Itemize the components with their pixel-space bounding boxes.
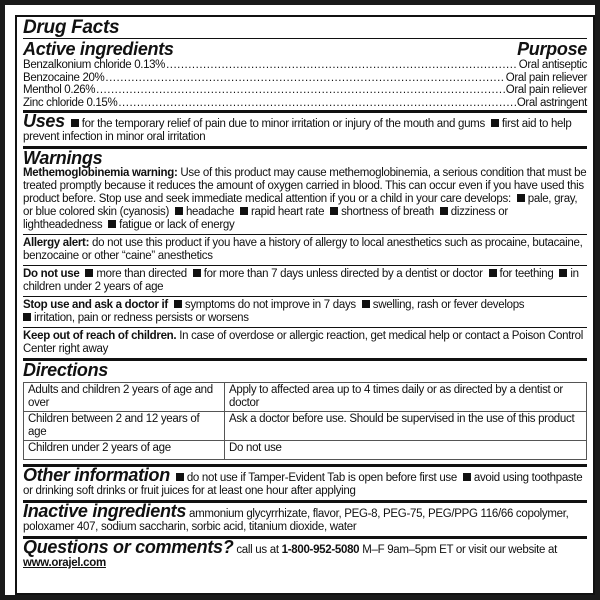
other-information-heading: Other information	[23, 465, 170, 485]
directions-heading: Directions	[23, 360, 109, 380]
inactive-ingredients-heading: Inactive ingredients	[23, 501, 187, 521]
stop-use-item: swelling, rash or fever develops	[372, 299, 525, 311]
ingredient-purpose: Oral antiseptic	[518, 59, 587, 71]
do-not-use-item: more than directed	[96, 268, 187, 280]
directions-table	[23, 382, 587, 460]
do-not-use-label: Do not use	[23, 268, 80, 280]
symptom-item: rapid heart rate	[250, 206, 325, 218]
bullet-square-icon	[362, 300, 370, 308]
keep-out-text: In case of overdose or allergic reaction, get medical help or contact a Poison Control Center right away	[23, 330, 583, 355]
bullet-square-icon	[175, 207, 183, 215]
stop-use-label: Stop use and ask a doctor if	[23, 299, 168, 311]
do-not-use	[23, 266, 587, 296]
table-row	[24, 383, 587, 412]
table-cell-what: Do not use	[225, 441, 587, 460]
allergy-alert-label: Allergy alert:	[23, 237, 90, 249]
table-row	[24, 412, 587, 441]
leader-dots	[166, 59, 518, 72]
uses-heading: Uses	[23, 111, 65, 131]
bullet-square-icon	[240, 207, 248, 215]
active-ingredients-heading: Active ingredients	[23, 39, 174, 59]
methemoglobinemia-text: Use of this product may cause methemoglobinemia, a serious condition that must be treated promptly because it reduces the amount of oxygen carried in blood. This can occur even if you have used this product before. Stop use and seek immediate medical attention if you or a child in your care develops:	[23, 167, 587, 205]
active-ingredients-section	[23, 39, 587, 110]
table-cell-what: Ask a doctor before use. Should be supervised in the use of this product	[225, 412, 587, 441]
table-cell-what: Apply to affected area up to 4 times daily or as directed by a dentist or doctor	[225, 383, 587, 412]
purpose-heading: Purpose	[517, 39, 587, 59]
bullet-square-icon	[176, 473, 184, 481]
warnings-section	[23, 149, 587, 358]
bullet-square-icon	[517, 194, 525, 202]
ingredient-purpose: Oral pain reliever	[505, 71, 587, 84]
table-row	[24, 441, 587, 460]
symptom-item: fatigue or lack of energy	[119, 219, 235, 231]
ingredient-name: Benzalkonium chloride 0.13%	[23, 59, 166, 71]
questions-pre-text: call us at	[236, 544, 279, 556]
leader-dots	[105, 72, 504, 85]
bullet-square-icon	[193, 269, 201, 277]
uses-item: first aid to help prevent infection in minor oral irritation	[23, 118, 572, 143]
bullet-square-icon	[463, 473, 471, 481]
ingredient-row	[23, 84, 587, 97]
leader-dots	[118, 97, 515, 110]
stop-use-item: symptoms do not improve in 7 days	[184, 299, 356, 311]
ingredient-row	[23, 59, 587, 72]
do-not-use-item: for teething	[499, 268, 554, 280]
ingredient-purpose: Oral pain reliever	[505, 84, 587, 96]
symptom-item: shortness of breath	[341, 206, 434, 218]
table-cell-who: Adults and children 2 years of age and over	[24, 383, 225, 412]
bullet-square-icon	[440, 207, 448, 215]
allergy-alert-text: do not use this product if you have a history of allergy to local anesthetics such as procaine, butacaine, benzocaine or other “caine” anesthetics	[23, 237, 583, 262]
table-cell-who: Children between 2 and 12 years of age	[24, 412, 225, 441]
ingredient-row	[23, 72, 587, 85]
bullet-square-icon	[108, 220, 116, 228]
ingredient-name: Benzocaine 20%	[23, 71, 105, 84]
methemoglobinemia-warning	[23, 167, 587, 234]
allergy-alert	[23, 235, 587, 265]
questions-heading: Questions or comments?	[23, 537, 234, 557]
ingredient-name: Zinc chloride 0.15%	[23, 96, 118, 109]
drug-facts-title: Drug Facts	[23, 17, 120, 38]
bullet-square-icon	[71, 119, 79, 127]
bullet-square-icon	[330, 207, 338, 215]
keep-out-label: Keep out of reach of children.	[23, 330, 177, 342]
symptom-item: pale, gray, or blue colored skin (cyanosis)	[23, 193, 578, 218]
methemoglobinemia-label: Methemoglobinemia warning:	[23, 167, 178, 179]
ingredient-purpose: Oral astringent	[516, 96, 587, 109]
drug-facts-inner-border	[15, 15, 595, 595]
do-not-use-item: in children under 2 years of age	[23, 268, 579, 293]
inactive-ingredients-section	[23, 503, 587, 536]
do-not-use-item: for more than 7 days unless directed by a dentist or doctor	[203, 268, 483, 280]
phone-number: 1-800-952-5080	[281, 544, 360, 556]
leader-dots	[96, 84, 505, 97]
bullet-square-icon	[174, 300, 182, 308]
questions-section	[23, 539, 587, 572]
ingredient-name: Menthol 0.26%	[23, 84, 96, 96]
symptom-item: dizziness or lightheadedness	[23, 206, 508, 231]
uses-section	[23, 113, 587, 146]
uses-item: for the temporary relief of pain due to minor irritation or injury of the mouth and gums	[81, 118, 485, 130]
stop-use	[23, 297, 587, 327]
bullet-square-icon	[23, 313, 31, 321]
stop-use-item: irritation, pain or redness persists or worsens	[34, 312, 249, 324]
bullet-square-icon	[559, 269, 567, 277]
website-link[interactable]: www.orajel.com	[23, 557, 106, 569]
bullet-square-icon	[85, 269, 93, 277]
inactive-ingredients-text: ammonium glycyrrhizate, flavor, PEG-8, PEG-75, PEG/PPG 116/66 copolymer, poloxamer 407, sodium saccharin, sorbic acid, titanium dioxide, water	[23, 508, 569, 533]
ingredient-row	[23, 97, 587, 111]
questions-mid-text: M–F 9am–5pm ET or visit our website at	[362, 544, 558, 556]
bullet-square-icon	[491, 119, 499, 127]
keep-out-of-reach	[23, 328, 587, 358]
other-info-item: avoid using toothpaste or drinking soft drinks or fruit juices for at least one hour after applying	[23, 472, 583, 497]
bullet-square-icon	[489, 269, 497, 277]
other-information-section	[23, 467, 587, 500]
warnings-heading: Warnings	[23, 148, 103, 168]
symptom-item: headache	[185, 206, 235, 218]
table-cell-who: Children under 2 years of age	[24, 441, 225, 460]
directions-section	[23, 361, 587, 464]
other-info-item: do not use if Tamper-Evident Tab is open before first use	[186, 472, 457, 484]
